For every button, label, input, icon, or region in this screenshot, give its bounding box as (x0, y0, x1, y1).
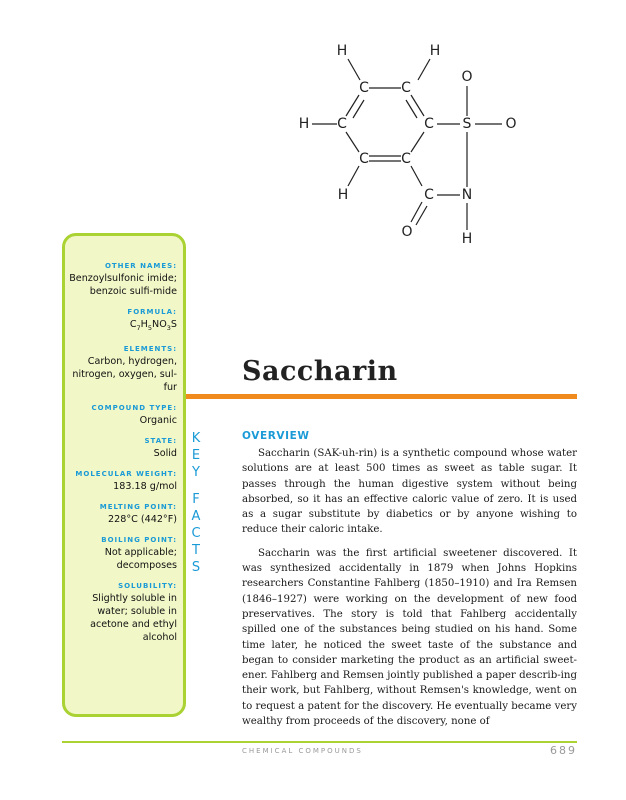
key-facts-sidebar (62, 233, 186, 717)
fact-value: Benzoylsulfonic imide; benzoic sulfi-mide (69, 273, 177, 297)
key-letter: K (191, 431, 201, 446)
fact-solubility (65, 582, 177, 644)
fact-compound-type (65, 404, 177, 427)
atom-o-s-right: O (505, 116, 517, 132)
fact-value: Organic (139, 414, 177, 426)
facts-letter: C (191, 526, 201, 541)
footer-section-title: CHEMICAL COMPOUNDS (242, 747, 363, 755)
bond-c-c-lower-right (411, 132, 424, 152)
formula-s: S (170, 319, 177, 330)
atom-h-top-left: H (336, 43, 348, 59)
atom-c-top-right: C (401, 80, 411, 96)
key-letter: E (191, 448, 201, 463)
fact-value: Slightly soluble in water; soluble in acetone and ethyl alcohol (90, 592, 177, 643)
formula-h-subscript: 5 (147, 323, 153, 332)
fact-label: ELEMENTS: (123, 344, 177, 353)
atom-h-left: H (298, 116, 310, 132)
atom-c-bottom-right: C (401, 151, 411, 167)
formula-value (65, 318, 177, 335)
fact-melting-point (65, 503, 177, 526)
facts-letter: F (192, 492, 200, 507)
bond-c-c-lower-left (346, 132, 359, 152)
atom-c-right: C (424, 116, 434, 132)
fact-label: MOLECULAR WEIGHT: (75, 469, 177, 478)
atom-h-top-right: H (429, 43, 441, 59)
formula-c: C (129, 319, 137, 330)
molecule-atoms (299, 43, 517, 247)
formula-h: H (140, 319, 148, 330)
atom-c-carbonyl: C (424, 187, 434, 203)
atom-n: N (461, 187, 473, 203)
atom-c-left: C (337, 116, 347, 132)
fact-elements (65, 345, 177, 394)
formula-o-subscript: 3 (166, 323, 171, 332)
page-number: 689 (550, 744, 577, 757)
bond-c-o-carbonyl (411, 202, 422, 222)
paragraph: Saccharin was the first artificial sweetener discovered. It was synthesized accidentally in 1879 when Johns Hopkins researchers Constantine Fahlberg (1850–1910) and Ira Remsen (1846–1927) were working on the development of new food preservatives. The story is told that Fahlberg accidentally spilled one of the substances being studied on his hand. Some time later, he noticed the sweet taste of the substance and began to consider marketing the product as an artificial sweet-ener. Fahlberg and Remsen jointly published a paper describ-ing their work, but Fahlberg, without Remsen's knowledge, went on to request a patent for the discovery. He eventually became very wealthy from proceeds of the discovery, none of (242, 547, 577, 728)
bond-c-c-upper-left (346, 95, 359, 116)
fact-label: BOILING POINT: (101, 535, 177, 544)
atom-h-bottom-left: H (337, 187, 349, 203)
fact-boiling-point (65, 536, 177, 572)
formula-no: NO (152, 319, 167, 330)
fact-label: COMPOUND TYPE: (91, 403, 177, 412)
facts-letter: A (191, 509, 201, 524)
fact-value: 228°C (442°F) (108, 513, 177, 525)
atom-c-top-left: C (359, 80, 369, 96)
fact-value: Solid (153, 447, 177, 459)
fact-molecular-weight (65, 470, 177, 493)
title-divider (186, 394, 577, 399)
bond-c-c-upper-right (411, 95, 424, 116)
fact-label: FORMULA: (127, 308, 177, 316)
fact-state (65, 437, 177, 460)
page-title: Saccharin (242, 356, 398, 387)
key-facts-vertical-label (188, 430, 204, 576)
fact-label: STATE: (144, 436, 177, 445)
atom-c-bottom-left: C (359, 151, 369, 167)
fact-value: 183.18 g/mol (113, 480, 177, 492)
article-body (242, 430, 577, 737)
fact-other-names (65, 262, 177, 298)
paragraph: Saccharin (SAK-uh-rin) is a synthetic compound whose water solutions are at least 500 times as sweet as table sugar. It passes through the human digestive system without being absorbed, so it has an effective caloric value of zero. It is used as a sugar substitute by diabetics or by anyone wishing to reduce their caloric intake. (242, 448, 577, 536)
bond-h-c-top-right (418, 59, 430, 80)
fact-value: Not applicable; decomposes (104, 546, 177, 571)
bond-c-h-bottom-left (348, 166, 359, 186)
formula-c-subscript: 7 (136, 323, 141, 332)
section-heading: OVERVIEW (242, 430, 310, 442)
atom-o-s-top: O (461, 69, 473, 85)
facts-letter: S (191, 560, 201, 575)
atom-o-carbonyl: O (401, 224, 413, 240)
footer-divider (62, 741, 577, 743)
bond-c-c-carbonyl (411, 166, 422, 186)
fact-formula (65, 308, 177, 335)
fact-value: Carbon, hydrogen, nitrogen, oxygen, sul-fur (72, 355, 177, 393)
atom-h-n: H (461, 231, 473, 247)
facts-letter: T (192, 543, 200, 558)
atom-s: S (462, 116, 472, 132)
fact-label: SOLUBILITY: (118, 581, 177, 590)
fact-label: OTHER NAMES: (104, 262, 177, 270)
fact-label: MELTING POINT: (99, 502, 177, 511)
saccharin-structure-diagram (280, 30, 540, 260)
bond-h-c-top-left (348, 59, 360, 80)
key-letter: Y (192, 465, 200, 480)
